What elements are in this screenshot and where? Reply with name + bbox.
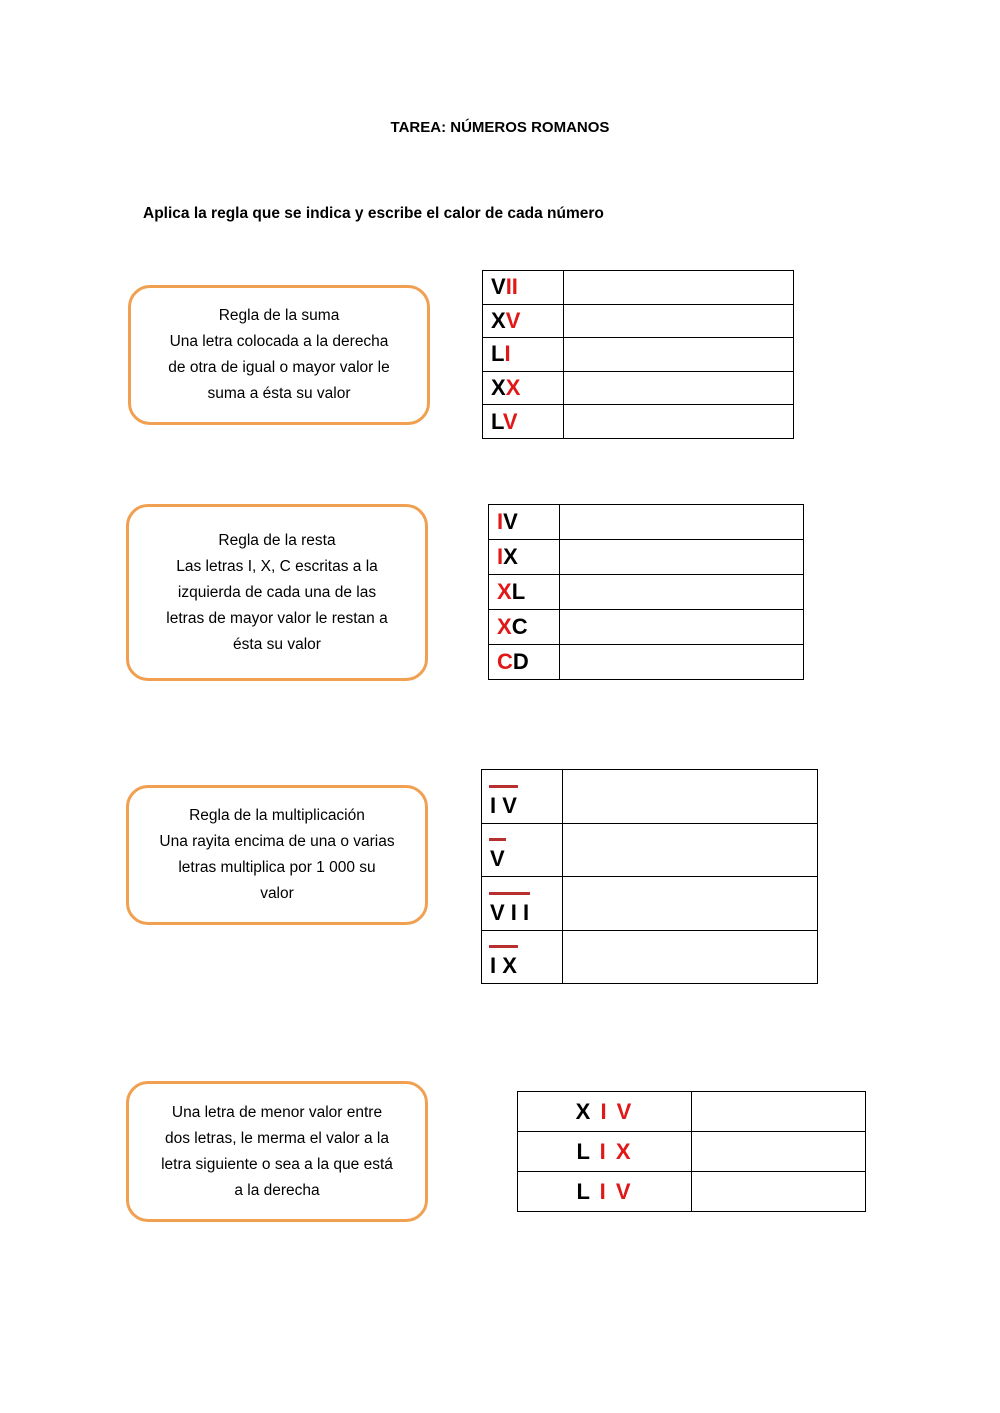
- numeral-part: I X: [490, 953, 517, 978]
- numeral-part: V: [502, 408, 518, 434]
- answer-cell[interactable]: [692, 1172, 866, 1212]
- roman-numeral: [489, 575, 560, 610]
- table-row: [489, 505, 804, 540]
- table-row: [518, 1132, 866, 1172]
- table-row: [518, 1092, 866, 1132]
- table-row: [489, 645, 804, 680]
- roman-numeral: [483, 371, 564, 405]
- rule-line: letras multiplica por 1 000 su: [178, 859, 376, 876]
- overline-bar: [489, 838, 506, 841]
- table-merma: [517, 1091, 866, 1212]
- rule-box-multiplicacion: [126, 785, 428, 925]
- answer-cell[interactable]: [563, 823, 818, 877]
- answer-cell[interactable]: [564, 271, 794, 305]
- roman-numeral: [483, 271, 564, 305]
- numeral-part: I: [497, 544, 504, 569]
- overlined-numeral: [490, 945, 517, 979]
- table-row: [482, 823, 818, 877]
- numeral-part: X: [491, 307, 506, 333]
- answer-cell[interactable]: [564, 371, 794, 405]
- table-multiplicacion: [481, 769, 818, 984]
- page-title: TAREA: NÚMEROS ROMANOS: [390, 119, 610, 136]
- answer-cell[interactable]: [564, 405, 794, 439]
- numeral-part: V: [491, 274, 506, 300]
- table-suma: [482, 270, 794, 439]
- table-row: [482, 877, 818, 931]
- answer-cell[interactable]: [560, 540, 804, 575]
- rule-box-suma: [128, 285, 430, 425]
- rule-line: izquierda de cada una de las: [177, 583, 377, 601]
- numeral-part: X: [491, 375, 506, 401]
- answer-cell[interactable]: [560, 575, 804, 610]
- roman-numeral: [482, 877, 563, 931]
- rule-line: de otra de igual o mayor valor le: [168, 359, 390, 376]
- numeral-part: V I I: [490, 899, 530, 925]
- overline-bar: [489, 945, 518, 948]
- numeral-part: I X: [599, 1138, 633, 1164]
- table-row: [482, 930, 818, 984]
- numeral-part: L: [491, 341, 505, 367]
- rule-line: valor: [260, 885, 294, 902]
- roman-numeral: [489, 645, 560, 680]
- table-row: [489, 610, 804, 645]
- table-row: [482, 770, 818, 824]
- roman-numeral: [483, 338, 564, 372]
- answer-cell[interactable]: [563, 770, 818, 824]
- table-row: [483, 371, 794, 405]
- numeral-part: C: [497, 649, 513, 674]
- overlined-numeral: [490, 892, 529, 926]
- numeral-part: C: [511, 614, 528, 639]
- numeral-part: L: [511, 579, 526, 604]
- answer-cell[interactable]: [692, 1092, 866, 1132]
- numeral-part: L: [576, 1138, 600, 1164]
- table-row: [483, 405, 794, 439]
- roman-numeral: [518, 1172, 692, 1212]
- roman-numeral: [518, 1132, 692, 1172]
- numeral-part: X: [497, 579, 512, 604]
- overline-bar: [489, 785, 518, 788]
- numeral-part: II: [505, 274, 518, 300]
- answer-cell[interactable]: [560, 645, 804, 680]
- rule-heading: Regla de la multiplicación: [189, 807, 365, 824]
- rule-line: Una rayita encima de una o varias: [159, 833, 395, 850]
- rule-line: letras de mayor valor le restan a: [166, 609, 388, 627]
- table-resta: [488, 504, 804, 680]
- numeral-part: V: [490, 846, 505, 871]
- roman-numeral: [482, 823, 563, 877]
- numeral-part: V: [505, 307, 521, 333]
- roman-numeral: [482, 770, 563, 824]
- rule-box-merma: [126, 1081, 428, 1222]
- table-row: [483, 338, 794, 372]
- numeral-part: L: [576, 1178, 600, 1204]
- numeral-part: D: [512, 649, 529, 674]
- answer-cell[interactable]: [564, 338, 794, 372]
- table-row: [518, 1172, 866, 1212]
- numeral-part: V: [503, 509, 518, 534]
- roman-numeral: [482, 930, 563, 984]
- numeral-part: X: [505, 375, 521, 401]
- answer-cell[interactable]: [560, 505, 804, 540]
- overlined-numeral: [490, 785, 517, 819]
- numeral-part: X: [503, 544, 518, 569]
- rule-text: [166, 528, 387, 658]
- rule-text: [168, 303, 389, 407]
- rule-line: Las letras I, X, C escritas a la: [176, 557, 378, 575]
- rule-text: [159, 803, 394, 907]
- roman-numeral: [489, 610, 560, 645]
- rule-heading: Regla de la suma: [218, 307, 340, 324]
- rule-line: suma a ésta su valor: [207, 385, 351, 402]
- rule-line: Una letra de menor valor entre: [171, 1103, 383, 1121]
- roman-numeral: [489, 540, 560, 575]
- rule-box-resta: [126, 504, 428, 681]
- rule-heading: Regla de la resta: [218, 531, 336, 549]
- table-row: [489, 575, 804, 610]
- table-row: [489, 540, 804, 575]
- numeral-part: I V: [490, 792, 517, 818]
- instruction-text: Aplica la regla que se indica y escribe el calor de cada número: [143, 205, 604, 222]
- answer-cell[interactable]: [692, 1132, 866, 1172]
- overlined-numeral: [490, 838, 505, 872]
- rule-line: a la derecha: [234, 1181, 320, 1199]
- numeral-part: I V: [599, 1178, 633, 1204]
- rule-line: letra siguiente o sea a la que está: [161, 1155, 393, 1173]
- roman-numeral: [483, 405, 564, 439]
- overline-bar: [489, 892, 530, 895]
- answer-cell[interactable]: [563, 930, 818, 984]
- rule-line: dos letras, le merma el valor a la: [165, 1129, 389, 1147]
- numeral-part: I V: [600, 1098, 634, 1124]
- numeral-part: L: [491, 408, 503, 434]
- numeral-part: I: [497, 509, 504, 534]
- numeral-part: X: [575, 1098, 601, 1124]
- numeral-part: I: [504, 341, 511, 367]
- answer-cell[interactable]: [560, 610, 804, 645]
- table-row: [483, 271, 794, 305]
- rule-text: [161, 1100, 393, 1204]
- roman-numeral: [489, 505, 560, 540]
- answer-cell[interactable]: [564, 304, 794, 338]
- rule-line: ésta su valor: [233, 635, 321, 653]
- roman-numeral: [483, 304, 564, 338]
- table-row: [483, 304, 794, 338]
- numeral-part: X: [497, 614, 512, 639]
- roman-numeral: [518, 1092, 692, 1132]
- rule-line: Una letra colocada a la derecha: [169, 333, 389, 350]
- answer-cell[interactable]: [563, 877, 818, 931]
